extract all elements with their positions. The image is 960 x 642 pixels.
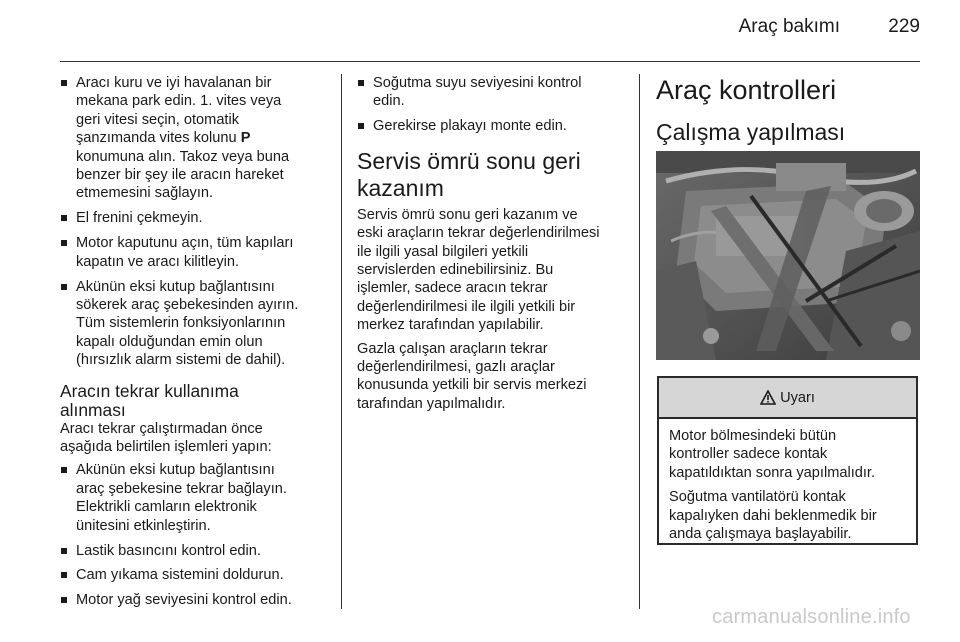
warning-paragraph: Soğutma vantilatörü kontak kapalıyken dahi beklenmedik bir anda çalışmaya başlayabilir. [669,489,877,543]
list-item: Motor kaputunu açın, tüm kapıları kapatın ve aracı kilitleyin. [60,234,332,271]
warning-title: Uyarı [780,389,815,406]
warning-paragraph: Motor bölmesindeki bütün kontroller sadece kontak kapatıldıktan sonra yapılmalıdır. [669,428,876,481]
chapter-heading: Araç kontrolleri [656,75,837,105]
recommission-steps-list-cont [357,74,629,136]
section-intro: Aracı tekrar çalıştırmadan önce aşağıda belirtilen işlemleri yapın: [60,420,272,455]
warning-triangle-icon [760,390,776,405]
list-item: Akünün eksi kutup bağlantısını sökerek araç şebekesinden ayırın. Tüm sistemlerin fonksiyonlarının kapalı olduğundan emin olun (hırsızlık alarm sistemi de dahil). [60,278,332,370]
list-item-text: konumuna alın. Takoz veya buna benzer bir şey ile aracın hareket etmemesini sağlayın. [76,148,290,202]
list-item: Motor yağ seviyesini kontrol edin. [60,591,332,609]
list-item: Akünün eksi kutup bağlantısını araç şebekesine tekrar bağlayın. Elektrikli camların elektronik ünitesini etkinleştirin. [60,461,332,535]
list-item: Cam yıkama sistemini doldurun. [60,566,332,584]
watermark-text: carmanualsonline.info [712,606,911,628]
column-divider-right [639,74,640,609]
storage-steps-list [60,74,332,370]
list-item [60,74,332,203]
column-left [60,74,332,616]
section-subheading: Aracın tekrar kullanıma alınması [60,380,239,420]
running-header-title: Araç bakımı [738,16,840,37]
page-number: 229 [888,16,920,37]
paragraph: Gazla çalışan araçların tekrar değerlendirilmesi, gazlı araçlar konusunda yetkili bir servis merkezi tarafından yapılmalıdır. [357,340,587,412]
list-item: Lastik basıncını kontrol edin. [60,542,332,560]
list-item-text: Aracı kuru ve iyi havalanan bir mekana park edin. 1. vites veya geri vitesi seçin, otomatik şanzımanda vites kolunu [76,75,282,147]
engine-bay-photo [656,151,920,360]
list-item: Soğutma suyu seviyesini kontrol edin. [357,74,629,111]
list-item: El frenini çekmeyin. [60,209,332,227]
warning-body [659,419,916,543]
section-heading: Çalışma yapılması [656,119,846,145]
column-middle [357,74,629,418]
column-right [656,74,920,154]
gear-position-label: P [240,130,251,147]
warning-header [659,378,916,419]
column-divider-left [341,74,342,609]
paragraph: Servis ömrü sonu geri kazanım ve eski araçların tekrar değerlendirilmesi ile ilgili yasal bilgileri yetkili servislerden edinebilirsiniz. Bu işlemler, sadece aracın tekrar değerlendirilmesi ile ilgili yetkili bir merkez tarafından yapılabilir. [357,206,600,334]
warning-box [657,376,918,545]
section-heading: Servis ömrü sonu geri kazanım [357,147,581,201]
recommission-steps-list [60,461,332,609]
header-rule [60,61,920,62]
list-item: Gerekirse plakayı monte edin. [357,117,629,135]
